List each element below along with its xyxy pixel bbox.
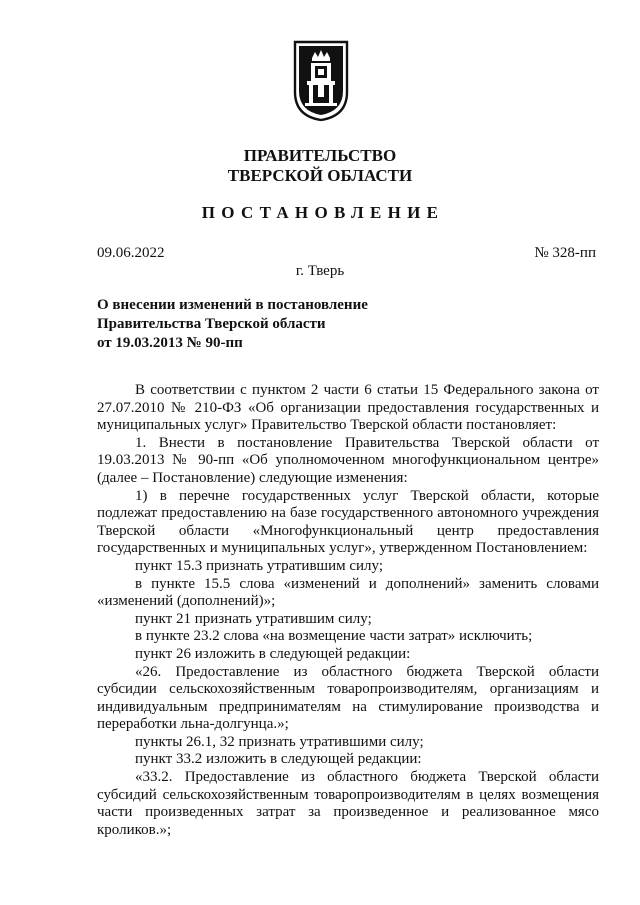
paragraph-subitem-1: 1) в перечне государственных услуг Тверской области, которые подлежат предоставлению на базе государственного автономного учреждения Тверской области «Многофункциональный центр предоставления государственных и муниципальных услуг», утвержденном Постановлением: [97,487,599,557]
paragraph-point-26-1-32: пункты 26.1, 32 признать утратившими силу; [135,733,424,750]
decree-title: ПОСТАНОВЛЕНИЕ [201,203,445,222]
paragraph-point-15-3: пункт 15.3 признать утратившим силу; [135,557,384,574]
decree-number: № 328-пп [534,245,596,261]
tver-coat-of-arms-icon [292,40,350,122]
subject-line3: от 19.03.2013 № 90-пп [97,335,243,351]
paragraph-point-26-text: «26. Предоставление из областного бюджета Тверской области субсидии сельскохозяйственным товаропроизводителям, организациям и индивидуальным предпринимателям на стимулирование производства и переработки льна-долгунца.»; [97,663,599,733]
decree-date: 09.06.2022 [97,245,165,261]
paragraph-item-1: 1. Внести в постановление Правительства Тверской области от 19.03.2013 № 90-пп «Об уполномоченном многофункциональном центре» (далее – Постановление) следующие изменения: [97,434,599,486]
paragraph-point-33-2-text: «33.2. Предоставление из областного бюджета Тверской области субсидий сельскохозяйственным товаропроизводителям в целях возмещения части произведенных затрат за произведенное и реализованное мясо кроликов.»; [97,769,599,838]
paragraph-point-15-5: в пункте 15.5 слова «изменений и дополнений» заменить словами «изменений (дополнений)»; [97,575,599,610]
government-name [0,146,640,186]
subject-line1: О внесении изменений в постановление [97,297,368,313]
government-name-line1: ПРАВИТЕЛЬСТВО [243,146,397,165]
paragraph-preamble: В соответствии с пунктом 2 части 6 статьи 15 Федерального закона от 27.07.2010 № 210-ФЗ «Об организации предоставления государственных и муниципальных услуг» Правительство Тверской области постановляет: [97,382,599,434]
decree-body [97,382,599,839]
decree-subject [97,296,417,353]
paragraph-point-23-2: в пункте 23.2 слова «на возмещение части затрат» исключить; [135,628,533,645]
decree-city: г. Тверь [295,263,345,279]
paragraph-point-21: пункт 21 признать утратившим силу; [135,610,372,627]
government-name-line2: ТВЕРСКОЙ ОБЛАСТИ [227,166,413,185]
paragraph-point-33-2: пункт 33.2 изложить в следующей редакции: [135,751,422,768]
subject-line2: Правительства Тверской области [97,316,326,332]
paragraph-point-26: пункт 26 изложить в следующей редакции: [135,645,411,662]
